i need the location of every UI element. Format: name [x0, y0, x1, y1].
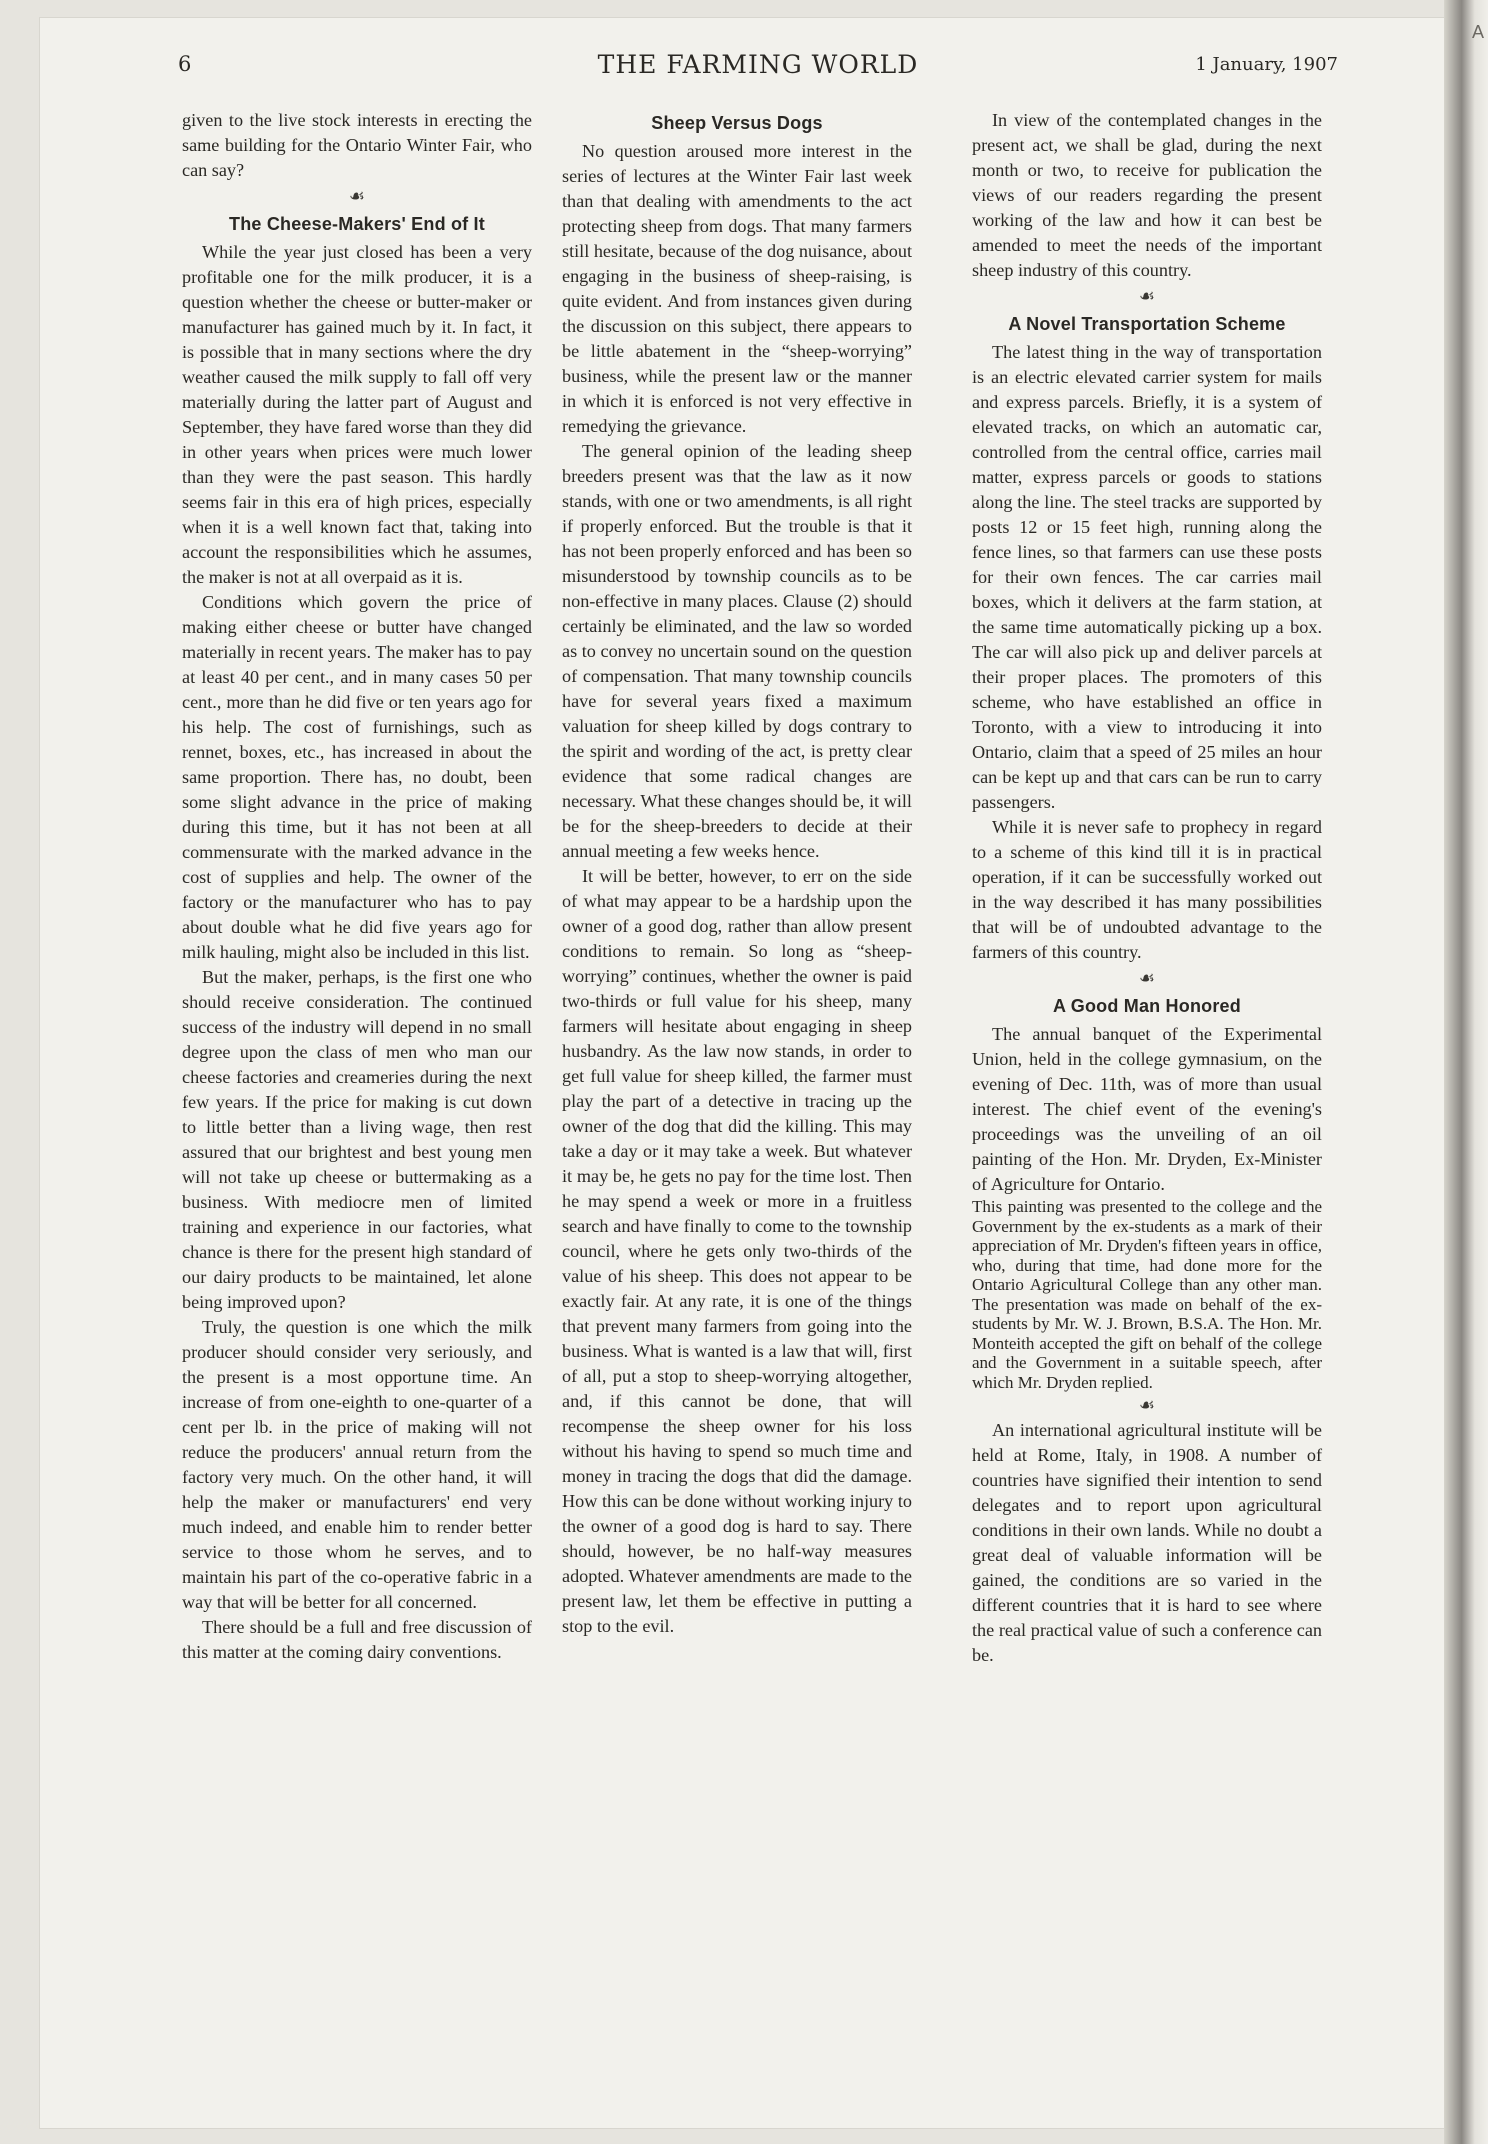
- paragraph: Conditions which govern the price of making either cheese or butter have changed materially in recent years. The maker has to pay at least 40 per cent., and in many cases 50 per cent., more than he did five or ten years ago for his help. The cost of furnishings, such as rennet, boxes, etc., has increased in about the same proportion. There has, no doubt, been some slight advance in the price of making during this time, but it has not been at all commensurate with the marked advance in the cost of supplies and help. The owner of the factory or the manufacturer who has to pay about double what he did five years ago for milk hauling, might also be included in this list.: [182, 592, 532, 962]
- paragraph: The latest thing in the way of transportation is an electric elevated carrier system for mails and express parcels. Briefly, it is a system of elevated tracks, on which an automatic car, controlled from the central office, carries mail matter, express parcels or goods to stations along the line. The steel tracks are supported by posts 12 or 15 feet high, running along the fence lines, so that farmers can use these posts for their own fences. The car carries mail boxes, which it delivers at the farm station, at the same time automatically picking up a box. The car will also pick up and deliver parcels at their proper places. The promoters of this scheme, who have established an office in Toronto, with a view to introducing it into Ontario, claim that a speed of 25 miles an hour can be kept up and that cars can be run to carry passengers.: [972, 342, 1322, 812]
- article-title-transportation: A Novel Transportation Scheme: [1008, 314, 1286, 334]
- paragraph: The annual banquet of the Experimental Union, held in the college gymnasium, on the evening of Dec. 11th, was of more than usual interest. The chief event of the evening's proceedings was the unveiling of an oil painting of the Hon. Mr. Dryden, Ex-Minister of Agriculture for Ontario.: [972, 1024, 1322, 1194]
- paragraph-small-type: This painting was presented to the college and the Government by the ex-students as a mark of their appreciation of Mr. Dryden's fifteen years in office, who, during that time, had done more for the Ontario Agricultural College than any other man. The presentation was made on behalf of the ex-students by Mr. W. J. Brown, B.S.A. The Hon. Mr. Monteith accepted the gift on behalf of the college and the Government in a suitable speech, after which Mr. Dryden replied.: [972, 1197, 1322, 1392]
- page-header: [178, 52, 1338, 88]
- paragraph: The general opinion of the leading sheep breeders present was that the law as it now stands, with one or two amendments, is all right if properly enforced. But the trouble is that it has not been properly enforced and has been so misunderstood by township councils as to be non-effective in many places. Clause (2) should certainly be eliminated, and the law so worded as to convey no uncertain sound on the question of compensation. That many township councils have for several years fixed a maximum valuation for sheep killed by dogs contrary to the spirit and wording of the act, is pretty clear evidence that some radical changes are necessary. What these changes should be, it will be for the sheep-breeders to decide at their annual meeting a few weeks hence.: [562, 441, 912, 861]
- paragraph: An international agricultural institute will be held at Rome, Italy, in 1908. A number of countries have signified their intention to send delegates and to report upon agricultural conditions in their own lands. While no doubt a great deal of valuable information will be gained, the conditions are so varied in the different countries that it is hard to see where the real practical value of such a conference can be.: [972, 1420, 1322, 1665]
- paragraph: While the year just closed has been a very profitable one for the milk producer, it is a question whether the cheese or butter-maker or manufacturer has gained much by it. In fact, it is possible that in many sections where the dry weather caused the milk supply to fall off very materially during the latter part of August and September, they have fared worse than they did in other years when prices were much lower than they were the past season. This hardly seems fair in this era of high prices, especially when it is a well known fact that, taking into account the responsibilities which he assumes, the maker is not at all overpaid as it is.: [182, 242, 532, 587]
- paragraph: There should be a full and free discussion of this matter at the coming dairy conventions.: [182, 1617, 532, 1662]
- paragraph: In view of the contemplated changes in the present act, we shall be glad, during the next month or two, to receive for publication the views of our readers regarding the present working of the law and how it can best be amended to meet the needs of the important sheep industry of this country.: [972, 110, 1322, 280]
- section-divider-ornament: ☙: [1138, 286, 1156, 306]
- scanned-page-edge: [1444, 0, 1488, 2144]
- journal-title: THE FARMING WORLD: [597, 50, 919, 79]
- page-number: 6: [178, 52, 192, 76]
- article-title-good-man-honored: A Good Man Honored: [1053, 996, 1241, 1016]
- section-divider-ornament: ☙: [348, 186, 366, 206]
- article-title-cheese-makers: The Cheese-Makers' End of It: [229, 214, 485, 234]
- paragraph: While it is never safe to prophecy in regard to a scheme of this kind till it is in practical operation, if it can be successfully worked out in the way described it has many possibilities that will be of undoubted advantage to the farmers of this country.: [972, 817, 1322, 962]
- paragraph: It will be better, however, to err on the side of what may appear to be a hardship upon the owner of a good dog, rather than allow present conditions to remain. So long as “sheep-worrying” continues, whether the owner is paid two-thirds or full value for his sheep, many farmers will hesitate about engaging in sheep husbandry. As the law now stands, in order to get full value for sheep killed, the farmer must play the part of a detective in tracing up the owner of the dog that did the killing. This may take a day or it may take a week. But whatever it may be, he gets no pay for the time lost. Then he may spend a week or more in a fruitless search and have finally to come to the township council, where he gets only two-thirds of the value of his sheep. This does not appear to be exactly fair. At any rate, it is one of the things that prevent many farmers from going into the business. What is wanted is a law that will, first of all, put a stop to sheep-worrying altogether, and, if this cannot be done, that will recompense the sheep owner for his loss without his having to spend so much time and money in tracing the dogs that did the damage. How this can be done without working injury to the owner of a good dog is hard to say. There should, however, be no half-way measures adopted. Whatever amendments are made to the present law, let them be effective in putting a stop to the evil.: [562, 866, 912, 1636]
- paragraph: No question aroused more interest in the series of lectures at the Winter Fair last week than that dealing with amendments to the act protecting sheep from dogs. That many farmers still hesitate, because of the dog nuisance, about engaging in the business of sheep-raising, is quite evident. And from instances given during the discussion on this subject, there appears to be little abatement in the “sheep-worrying” business, while the present law or the manner in which it is enforced is not very effective in remedying the grievance.: [562, 141, 913, 436]
- column-2: [562, 108, 912, 1639]
- article-continuation: given to the live stock interests in erecting the same building for the Ontario Winter Fair, who can say?: [182, 110, 532, 180]
- edge-mark: A: [1471, 22, 1484, 42]
- section-divider-ornament: ☙: [1138, 1395, 1156, 1415]
- issue-date: 1 January, 1907: [1195, 54, 1338, 75]
- paragraph: But the maker, perhaps, is the first one who should receive consideration. The continued success of the industry will depend in no small degree upon the class of men who man our cheese factories and creameries during the next few years. If the price for making is cut down to little better than a living wage, then rest assured that our brightest and best young men will not take up cheese or buttermaking as a business. With mediocre men of limited training and experience in our factories, what chance is there for the present high standard of our dairy products to be maintained, let alone being improved upon?: [182, 967, 532, 1312]
- column-1: [182, 108, 532, 1665]
- article-title-sheep-versus-dogs: Sheep Versus Dogs: [651, 113, 823, 133]
- section-divider-ornament: ☙: [1138, 968, 1156, 988]
- paragraph: Truly, the question is one which the milk producer should consider very seriously, and the present is a most opportune time. An increase of from one-eighth to one-quarter of a cent per lb. in the price of making will not reduce the producers' annual return from the factory very much. On the other hand, it will help the maker or manufacturers' end very much indeed, and enable him to render better service to those whom he serves, and to maintain his part of the co-operative fabric in a way that will be better for all concerned.: [182, 1317, 532, 1612]
- column-3: [972, 108, 1322, 1668]
